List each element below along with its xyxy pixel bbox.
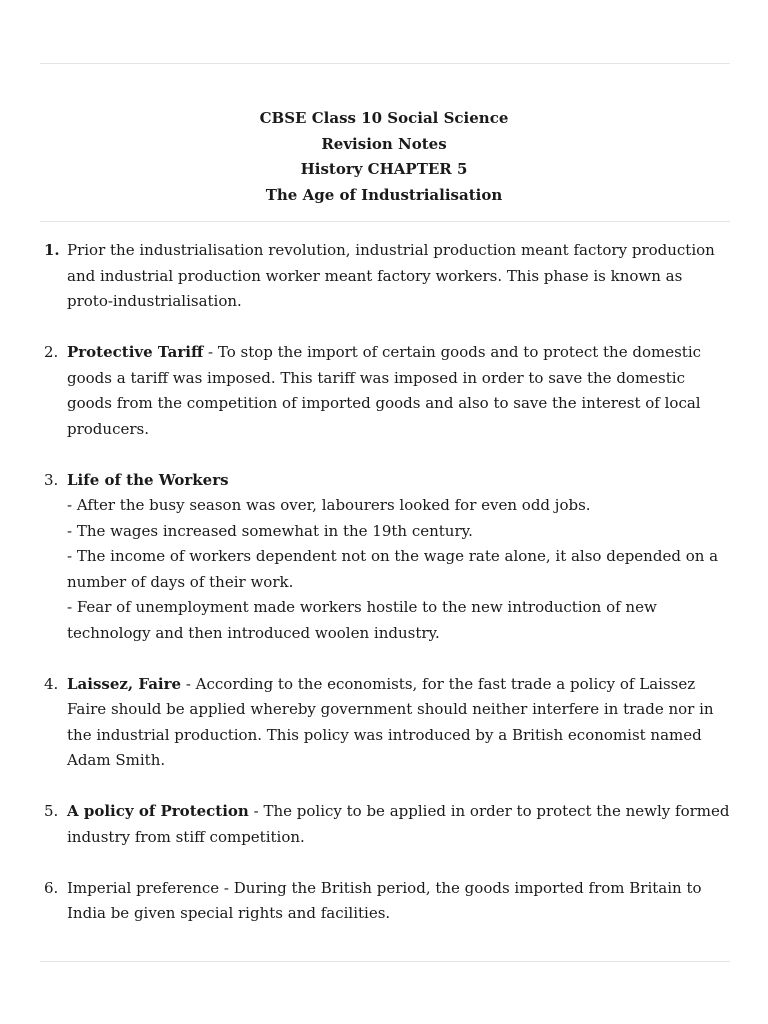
item-text: Imperial preference - During the British period, the goods imported from Britain to India be given special rights and facilities. — [67, 878, 702, 922]
title-line-1: CBSE Class 10 Social Science — [259, 109, 509, 127]
item-point: - The wages increased somewhat in the 19th century. — [67, 521, 473, 540]
title-divider — [40, 221, 730, 222]
title-line-3: History CHAPTER 5 — [300, 160, 468, 178]
list-item — [0, 799, 768, 850]
item-text: - To stop the import of certain goods and to protect the domestic goods a tariff was imposed. This tariff was imposed in order to save the domestic goods from the competition of imported goods and also to save the interest of local producers. — [67, 343, 702, 438]
item-number: 3. — [44, 470, 59, 489]
top-divider — [40, 63, 730, 64]
item-heading: Life of the Workers — [67, 470, 229, 489]
item-text: Prior the industrialisation revolution, industrial production meant factory production and industrial production worker meant factory workers. This phase is known as proto-industrialisation. — [67, 241, 715, 310]
title-line-4: The Age of Industrialisation — [265, 185, 503, 204]
item-number: 2. — [44, 343, 59, 361]
item-text: - According to the economists, for the fast trade a policy of Laissez Faire should be applied whereby government should neither interfere in trade nor in the industrial production. This policy was introduced by a British economist named Adam Smith. — [67, 674, 714, 769]
item-text: - The policy to be applied in order to protect the newly formed industry from stiff competition. — [67, 802, 730, 846]
title-line-2: Revision Notes — [321, 134, 447, 153]
document-title — [0, 106, 768, 208]
bottom-divider — [40, 961, 730, 962]
item-number: 4. — [44, 674, 59, 693]
item-point: - Fear of unemployment made workers hostile to the new introduction of new technology and then introduced woolen industry. — [67, 598, 657, 642]
notes-list — [0, 238, 768, 952]
item-number: 5. — [44, 802, 59, 820]
list-item — [0, 672, 768, 774]
item-heading: A policy of Protection — [67, 802, 249, 820]
list-item — [0, 876, 768, 927]
item-number: 6. — [44, 878, 59, 897]
list-item — [0, 340, 768, 442]
item-point: - The income of workers dependent not on the wage rate alone, it also depended on a number of days of their work. — [67, 547, 719, 591]
item-point: - After the busy season was over, labourers looked for even odd jobs. — [67, 496, 591, 514]
item-heading: Protective Tariff — [67, 343, 204, 361]
item-heading: Laissez, Faire — [67, 674, 182, 693]
list-item — [0, 468, 768, 647]
item-number: 1. — [44, 241, 60, 259]
list-item — [0, 238, 768, 315]
